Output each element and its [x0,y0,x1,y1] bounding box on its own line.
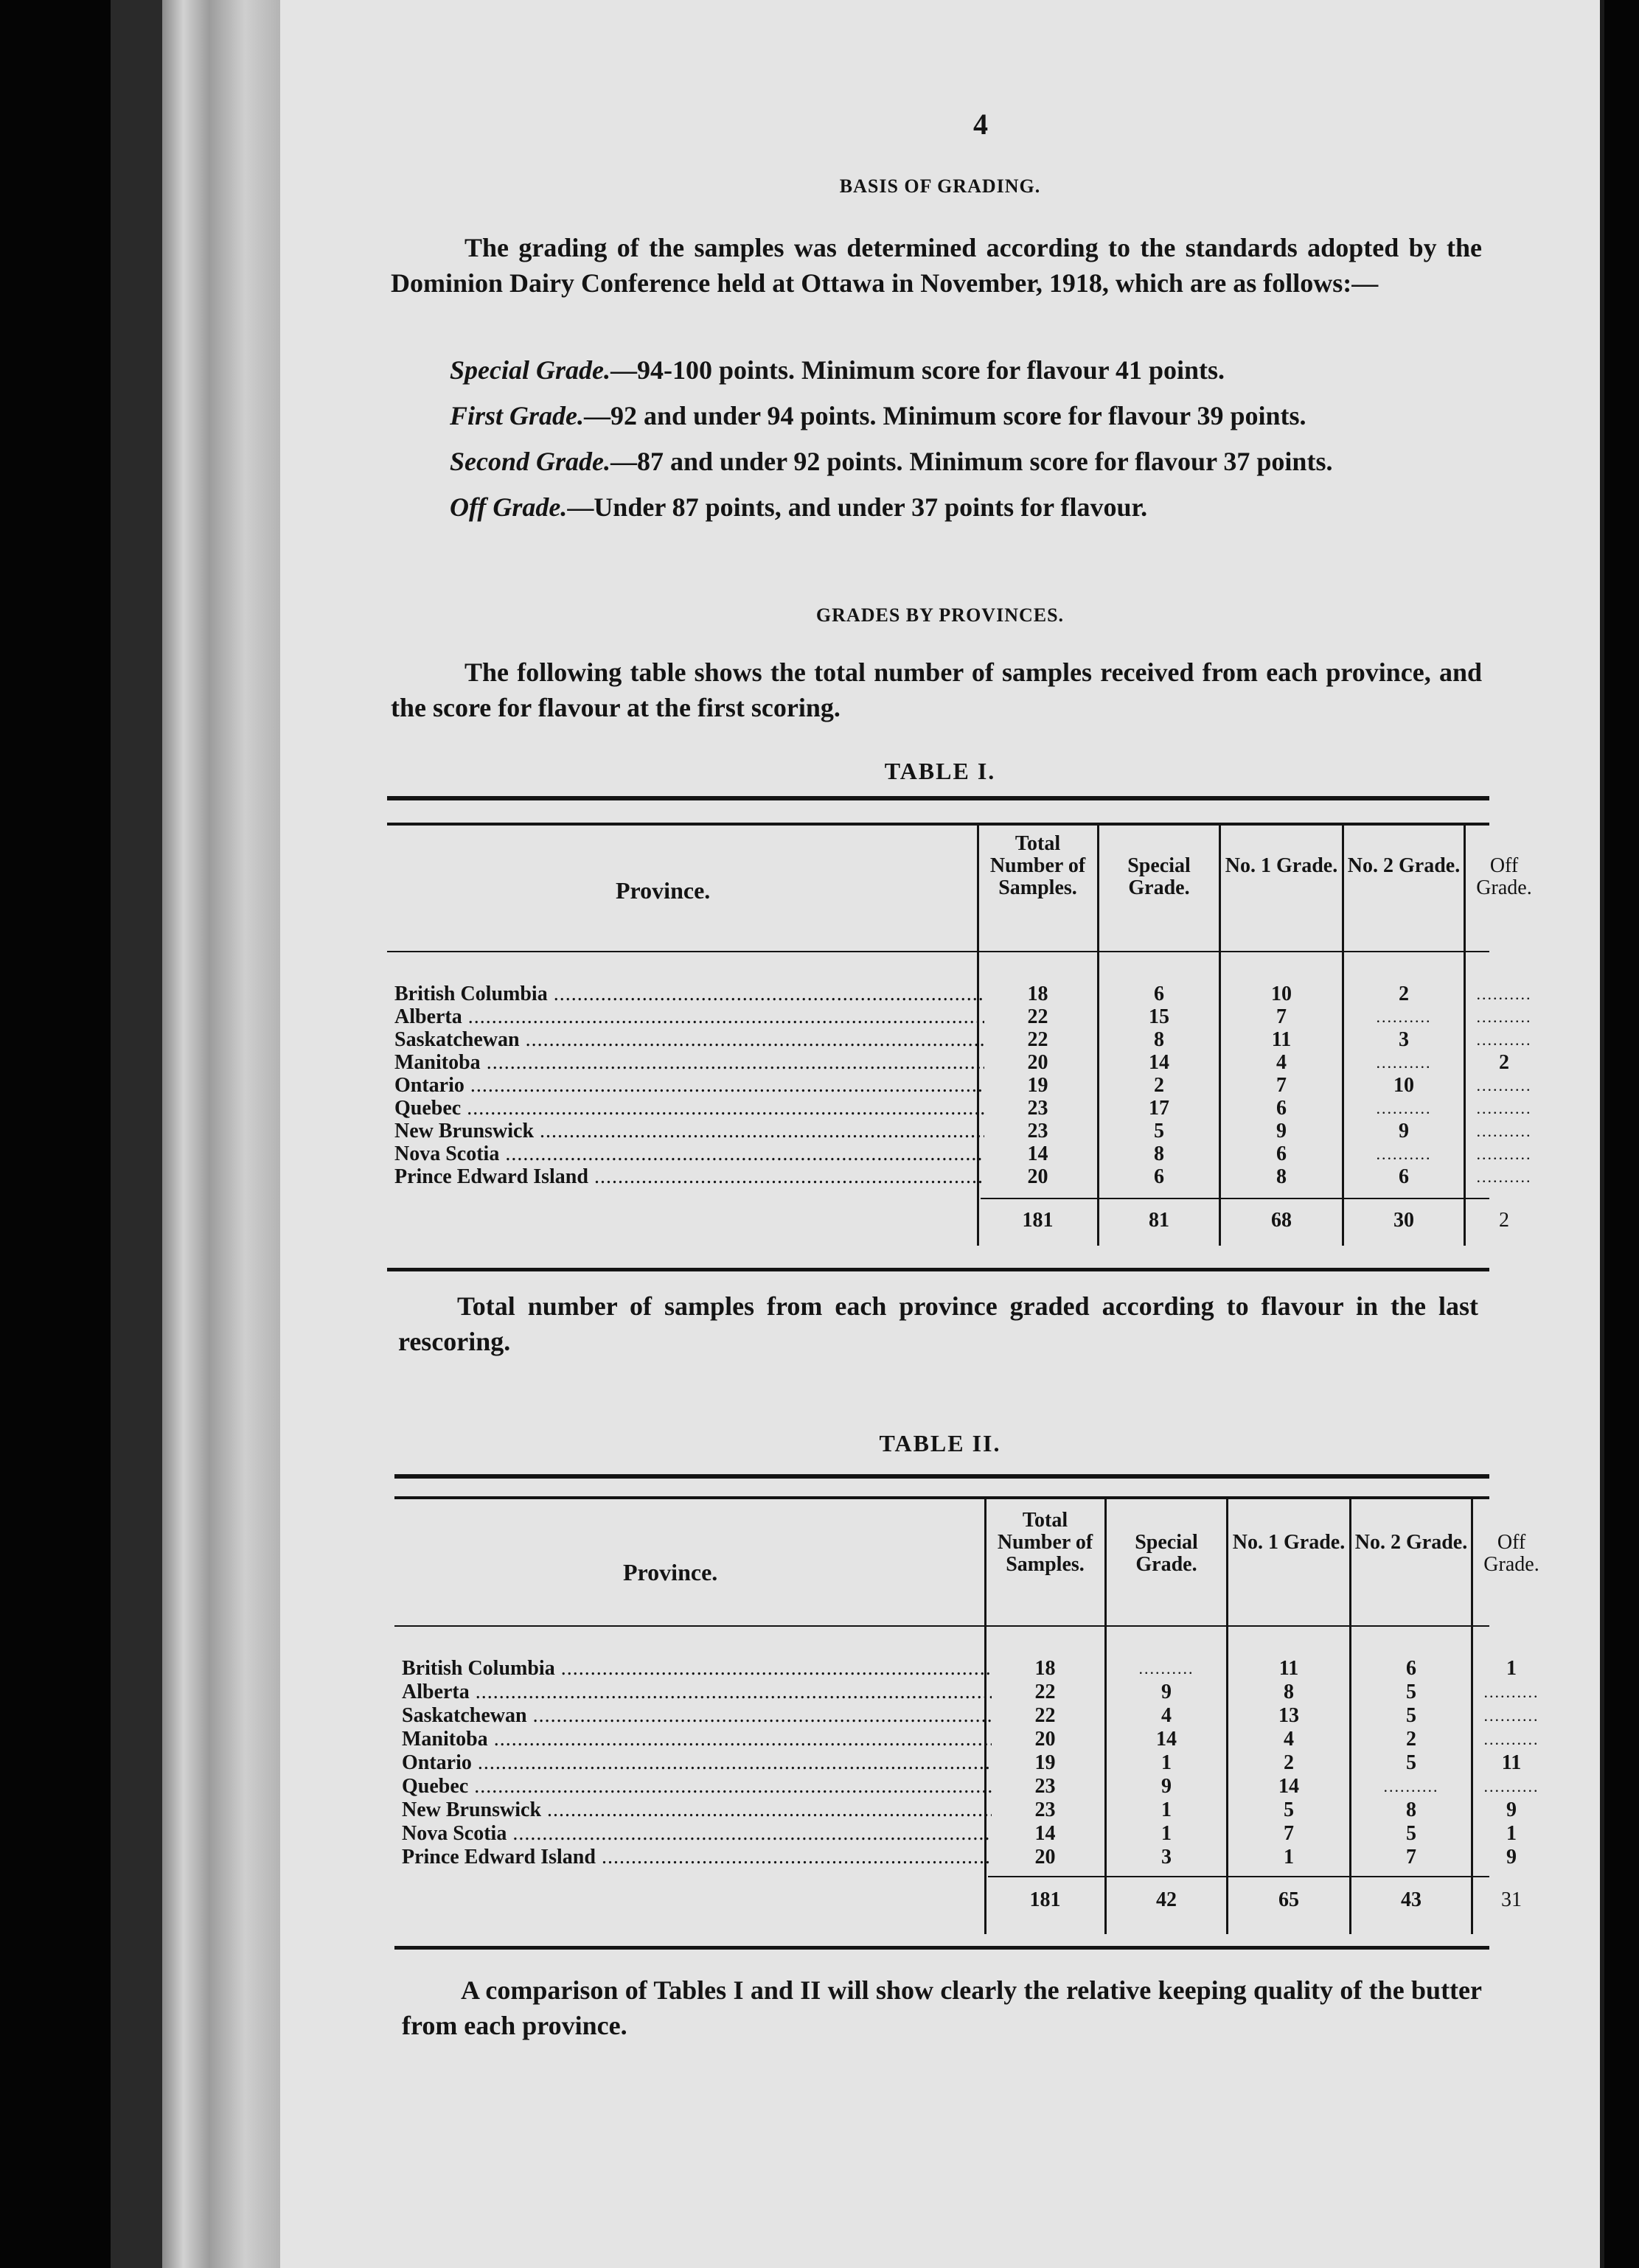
cell-no1: 9 [1276,1120,1287,1142]
cell-no1: 4 [1284,1728,1294,1751]
cell-no2-leader-dots: .......... [1376,1145,1432,1163]
cell-total: 23 [1034,1775,1056,1798]
table2 [394,1474,1539,1953]
row-province-label: Ontario ..... [402,1753,992,1773]
table-bottom-rule [387,1268,1489,1271]
cell-special: 5 [1154,1120,1164,1142]
cell-off-leader-dots: .......... [1476,1145,1532,1163]
cell-total: 23 [1034,1798,1056,1821]
basis-paragraph: The grading of the samples was determined according to the standards adopted by the Dominion Dairy Conference held at Ottawa in November, 1918, which are as follows:— [391,233,1482,298]
total-special: 42 [1156,1888,1177,1911]
row-province-label: Saskatchewan ..... [402,1706,992,1726]
cell-no2: 9 [1399,1120,1409,1142]
cell-no1: 6 [1276,1097,1287,1120]
cell-special: 1 [1161,1751,1172,1774]
col-header-province: Province. [616,877,711,904]
cell-special: 9 [1161,1681,1172,1703]
row-province-label: Manitoba ..... [394,1053,984,1073]
col-header-total: Total Number of Samples. [989,832,1086,899]
column-divider [1471,1499,1473,1934]
row-province-label: Prince Edward Island ..... [402,1847,992,1868]
cell-off-leader-dots: .......... [1476,985,1532,1003]
cell-special: 6 [1154,1165,1164,1188]
cell-special: 3 [1161,1846,1172,1869]
total-no1: 65 [1278,1888,1299,1911]
basis-heading: BASIS OF GRADING. [839,175,1041,197]
total-no1: 68 [1271,1209,1292,1232]
cell-off-leader-dots: .......... [1476,1168,1532,1186]
cell-no1: 8 [1284,1681,1294,1703]
col-header-province: Province. [623,1559,718,1585]
row-province-label: British Columbia ..... [394,984,984,1005]
totals-rule [988,1876,1489,1877]
cell-total: 14 [1034,1822,1056,1845]
cell-no1: 13 [1278,1704,1299,1727]
cell-no2: 5 [1406,1751,1416,1774]
cell-no1: 7 [1284,1822,1294,1845]
provinces-heading: GRADES BY PROVINCES. [815,604,1065,626]
col-header-no1: No. 1 Grade. [1232,1531,1346,1554]
rescoring-paragraph: Total number of samples from each province graded according to flavour in the last rescoring. [398,1291,1478,1356]
row-province-label: Alberta ..... [394,1007,984,1027]
provinces-paragraph: The following table shows the total number of samples received from each province, and the score for flavour at the first scoring. [391,657,1482,722]
cell-no2: 2 [1399,983,1409,1005]
cell-no2-leader-dots: .......... [1383,1777,1439,1796]
cell-off-leader-dots: .......... [1476,1030,1532,1049]
cell-no1: 7 [1276,1074,1287,1097]
grade-text: —87 and under 92 points. Minimum score for flavour 37 points. [610,447,1333,476]
cell-no2: 6 [1406,1657,1416,1680]
column-divider [1349,1499,1351,1934]
cell-off-leader-dots: .......... [1483,1777,1539,1796]
cell-total: 23 [1027,1120,1048,1142]
grade-text: —94-100 points. Minimum score for flavour 41 points. [610,355,1225,385]
cell-off: 1 [1506,1822,1517,1845]
grade-special [450,352,1225,388]
total-samples: 181 [1029,1888,1061,1911]
cell-special: 8 [1154,1028,1164,1051]
cell-off-leader-dots: .......... [1476,1122,1532,1140]
row-province-label: British Columbia ..... [402,1658,992,1679]
cell-no2: 5 [1406,1681,1416,1703]
cell-no2: 10 [1393,1074,1414,1097]
table2-title: TABLE II. [879,1430,1001,1456]
cell-special: 14 [1149,1051,1169,1074]
grade-name: Off Grade. [450,492,568,522]
document-page [280,0,1604,2268]
column-divider [1464,826,1466,1246]
grade-name: First Grade. [450,401,585,430]
grade-first [450,398,1306,433]
cell-off: 9 [1506,1846,1517,1869]
cell-total: 20 [1034,1728,1056,1751]
cell-total: 22 [1034,1704,1056,1727]
cell-total: 19 [1027,1074,1048,1097]
total-off: 2 [1499,1209,1509,1232]
table-top-rule [387,796,1489,800]
cell-total: 18 [1034,1657,1056,1680]
grade-text: —92 and under 94 points. Minimum score for flavour 39 points. [584,401,1306,430]
cell-special: 17 [1149,1097,1169,1120]
cell-no2-leader-dots: .......... [1376,1008,1432,1026]
cell-special: 8 [1154,1142,1164,1165]
grade-name: Second Grade. [450,447,610,476]
col-header-no2: No. 2 Grade. [1354,1531,1468,1554]
grade-name: Special Grade. [450,355,610,385]
table1 [387,796,1532,1275]
col-header-no2: No. 2 Grade. [1347,854,1461,877]
cell-special: 4 [1161,1704,1172,1727]
cell-no1: 11 [1271,1028,1292,1051]
row-province-label: Manitoba ..... [402,1729,992,1750]
totals-rule [981,1198,1489,1199]
total-no2: 43 [1401,1888,1421,1911]
cell-total: 22 [1034,1681,1056,1703]
cell-no1: 2 [1284,1751,1294,1774]
cell-special: 6 [1154,983,1164,1005]
total-special: 81 [1149,1209,1169,1232]
cell-special: 1 [1161,1798,1172,1821]
row-province-label: Ontario ..... [394,1075,984,1096]
column-divider [1342,826,1344,1246]
col-header-total: Total Number of Samples. [997,1509,1093,1576]
total-samples: 181 [1022,1209,1054,1232]
row-province-label: Quebec ..... [402,1776,992,1797]
cell-off: 1 [1506,1657,1517,1680]
row-province-label: New Brunswick ..... [394,1121,984,1142]
cell-no2: 5 [1406,1822,1416,1845]
row-province-label: Quebec ..... [394,1098,984,1119]
cell-no1: 14 [1278,1775,1299,1798]
cell-no1: 8 [1276,1165,1287,1188]
cell-no2-leader-dots: .......... [1376,1099,1432,1117]
row-province-label: Nova Scotia ..... [402,1824,992,1844]
cell-total: 20 [1027,1051,1048,1074]
cell-off: 9 [1506,1798,1517,1821]
header-rule [394,1625,1489,1627]
table-top-rule-2 [394,1496,1489,1499]
cell-no1: 1 [1284,1846,1294,1869]
cell-special: 1 [1161,1822,1172,1845]
cell-off: 11 [1501,1751,1522,1774]
row-province-label: Alberta ..... [402,1682,992,1703]
cell-no2: 6 [1399,1165,1409,1188]
cell-special: 2 [1154,1074,1164,1097]
cell-no2: 8 [1406,1798,1416,1821]
cell-no1: 10 [1271,983,1292,1005]
col-header-off: Off Grade. [1476,854,1532,899]
cell-off-leader-dots: .......... [1483,1730,1539,1748]
row-province-label: Saskatchewan ..... [394,1030,984,1050]
column-divider [1104,1499,1107,1934]
column-divider [1226,1499,1228,1934]
cell-no1: 6 [1276,1142,1287,1165]
page-number: 4 [973,108,988,141]
row-province-label: Nova Scotia ..... [394,1144,984,1165]
table1-title: TABLE I. [884,758,996,784]
cell-no2: 3 [1399,1028,1409,1051]
cell-special-leader-dots: .......... [1138,1659,1194,1678]
grade-second [450,444,1332,479]
cell-total: 23 [1027,1097,1048,1120]
cell-no1: 7 [1276,1005,1287,1028]
cell-no2: 7 [1406,1846,1416,1869]
cell-no2: 5 [1406,1704,1416,1727]
cell-total: 18 [1027,983,1048,1005]
grade-text: —Under 87 points, and under 37 points for flavour. [567,492,1148,522]
total-off: 31 [1501,1888,1522,1911]
grade-off [450,489,1147,525]
table-bottom-rule [394,1946,1489,1950]
cell-no1: 5 [1284,1798,1294,1821]
cell-no2: 2 [1406,1728,1416,1751]
cell-special: 9 [1161,1775,1172,1798]
cell-total: 22 [1027,1005,1048,1028]
total-no2: 30 [1393,1209,1414,1232]
column-divider [1219,826,1221,1246]
col-header-special: Special Grade. [1135,1531,1198,1576]
table-top-rule-2 [387,823,1489,826]
column-divider [1097,826,1099,1246]
book-spine-shadow [111,0,162,2268]
col-header-no1: No. 1 Grade. [1225,854,1338,877]
cell-no1: 4 [1276,1051,1287,1074]
cell-total: 19 [1034,1751,1056,1774]
cell-off-leader-dots: .......... [1476,1099,1532,1117]
row-province-label: New Brunswick ..... [402,1800,992,1821]
cell-special: 15 [1149,1005,1169,1028]
book-spine-edge [162,0,280,2268]
cell-off: 2 [1499,1051,1509,1074]
cell-off-leader-dots: .......... [1476,1076,1532,1095]
col-header-special: Special Grade. [1127,854,1191,899]
cell-total: 22 [1027,1028,1048,1051]
cell-special: 14 [1156,1728,1177,1751]
row-province-label: Prince Edward Island ..... [394,1167,984,1187]
cell-off-leader-dots: .......... [1483,1683,1539,1701]
cell-total: 14 [1027,1142,1048,1165]
table-top-rule [394,1474,1489,1479]
header-rule [387,951,1489,952]
cell-no1: 11 [1278,1657,1299,1680]
cell-total: 20 [1027,1165,1048,1188]
cell-total: 20 [1034,1846,1056,1869]
col-header-off: Off Grade. [1483,1531,1539,1576]
cell-off-leader-dots: .......... [1476,1008,1532,1026]
cell-no2-leader-dots: .......... [1376,1053,1432,1072]
comparison-paragraph: A comparison of Tables I and II will show clearly the relative keeping quality of the butter from each province. [402,1975,1482,2040]
cell-off-leader-dots: .......... [1483,1706,1539,1725]
